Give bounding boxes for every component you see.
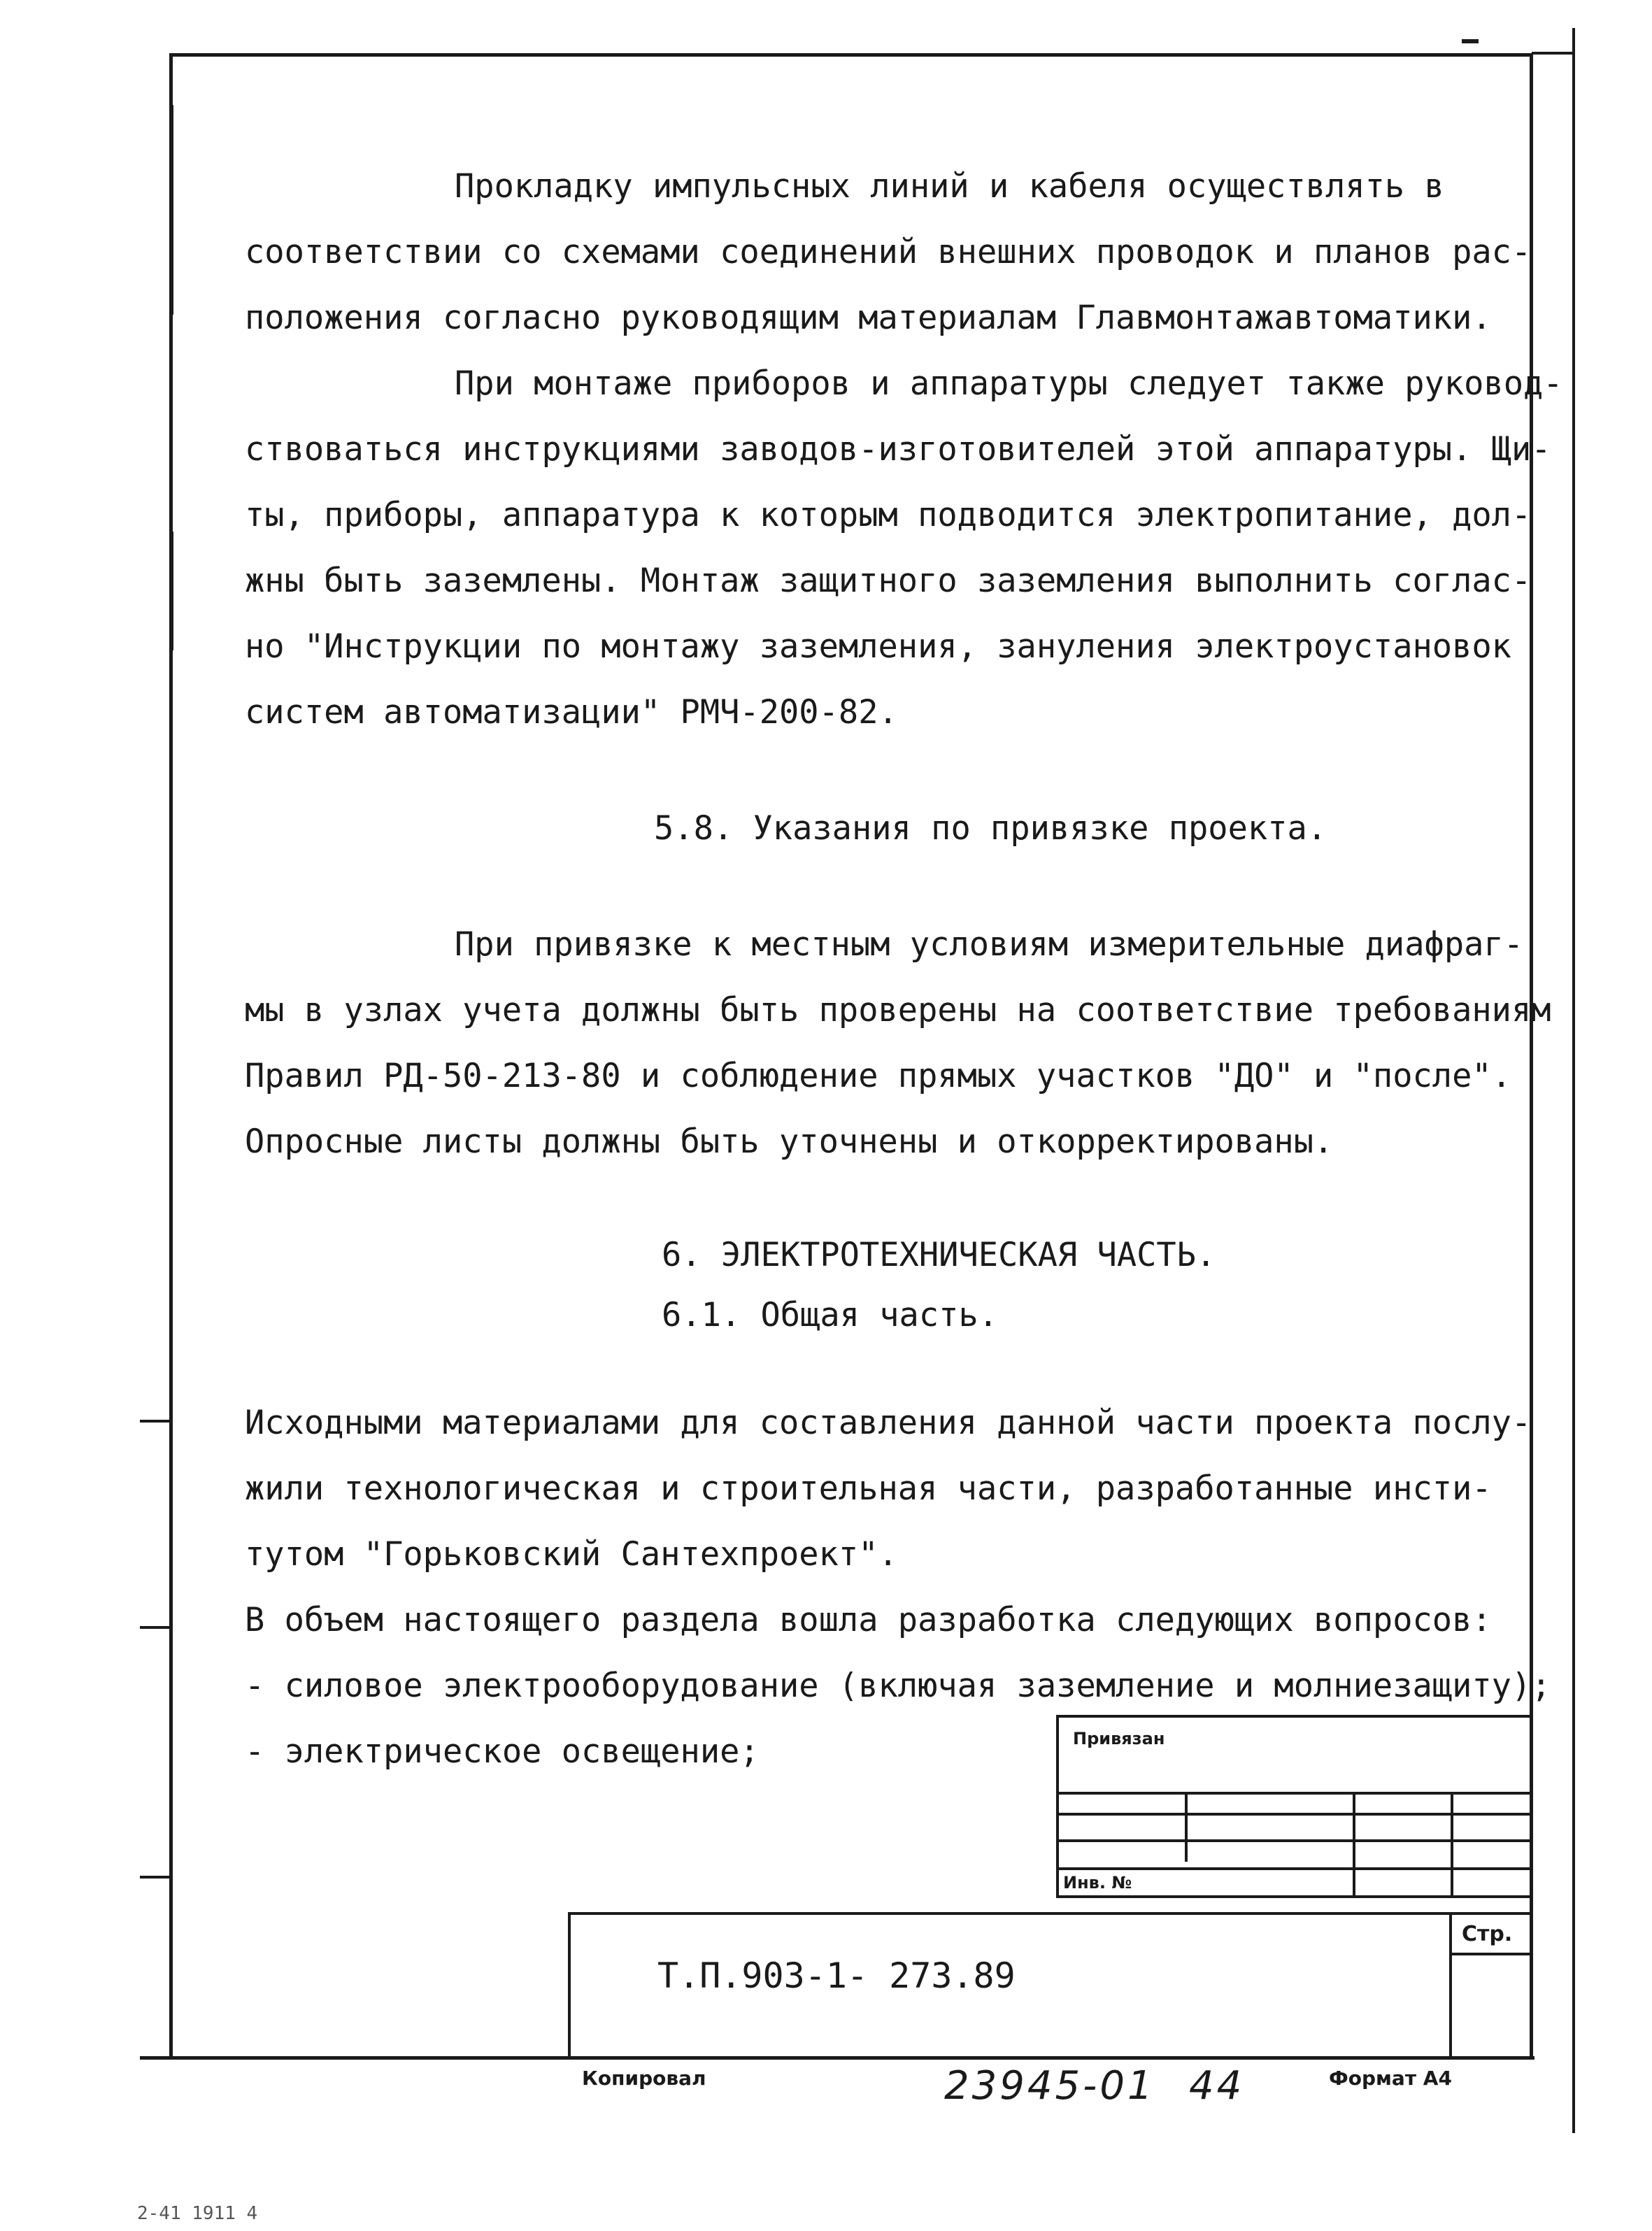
format-label: Формат А4 bbox=[1329, 2067, 1452, 2090]
document-code: Т.П.903-1- 273.89 bbox=[657, 1955, 1016, 1996]
paragraph-line: - электрическое освещение; bbox=[245, 1732, 760, 1771]
paragraph-line: В объем настоящего раздела вошла разработка следующих вопросов: bbox=[245, 1601, 1492, 1639]
outer-border-top bbox=[1532, 52, 1575, 55]
page-number-cell bbox=[1449, 1912, 1533, 2058]
paragraph-line: При монтаже приборов и аппаратуры следует также руковод- bbox=[455, 364, 1563, 403]
paragraph-line: Опросные листы должны быть уточнены и откорректированы. bbox=[245, 1122, 1334, 1161]
paragraph-line: соответствии со схемами соединений внешних проводок и планов рас- bbox=[245, 233, 1532, 271]
page-label: Стр. bbox=[1462, 1922, 1513, 1946]
section-heading-6-1: 6.1. Общая часть. bbox=[662, 1296, 999, 1334]
left-margin-tick bbox=[140, 1626, 172, 1629]
left-margin-tick bbox=[140, 1876, 172, 1879]
inventory-number-label: Инв. № bbox=[1063, 1873, 1132, 1893]
paragraph-line: тутом "Горьковский Сантехпроект". bbox=[245, 1535, 898, 1574]
paragraph-line: мы в узлах учета должны быть проверены на соответствие требованиям bbox=[245, 991, 1551, 1029]
paragraph-line: При привязке к местным условиям измерительные диафраг- bbox=[455, 925, 1524, 964]
paragraph-line: жили технологическая и строительная части, разработанные инсти- bbox=[245, 1469, 1492, 1508]
binding-stamp bbox=[1056, 1715, 1533, 1898]
section-heading-5-8: 5.8. Указания по привязке проекта. bbox=[654, 809, 1327, 848]
archive-number: 23945-01 bbox=[944, 2063, 1155, 2109]
left-margin-tick bbox=[140, 1420, 172, 1423]
binding-label: Привязан bbox=[1073, 1729, 1165, 1748]
paragraph-line: но "Инструкции по монтажу заземления, зануления электроустановок bbox=[245, 627, 1511, 666]
copied-by-label: Копировал bbox=[582, 2067, 706, 2090]
document-body bbox=[245, 154, 1563, 1785]
paragraph-line: Исходными материалами для составления данной части проекта послу- bbox=[245, 1404, 1532, 1442]
paragraph-line: - силовое электрооборудование (включая заземление и молниезащиту); bbox=[245, 1667, 1551, 1705]
outer-border-right bbox=[1572, 28, 1575, 2133]
left-margin-mark bbox=[171, 532, 173, 650]
paragraph-line: ты, приборы, аппаратура к которым подводится электропитание, дол- bbox=[245, 496, 1532, 534]
frame-top-tick bbox=[1462, 39, 1479, 43]
left-margin-mark bbox=[171, 105, 173, 315]
paragraph-line: ствоваться инструкциями заводов-изготовителей этой аппаратуры. Щи- bbox=[245, 430, 1551, 469]
sheet-number: 44 bbox=[1189, 2063, 1245, 2109]
paragraph-line: жны быть заземлены. Монтаж защитного заземления выполнить соглас- bbox=[245, 562, 1532, 600]
paragraph-line: систем автоматизации" РМЧ-200-82. bbox=[245, 693, 898, 732]
section-heading-6: 6. ЭЛЕКТРОТЕХНИЧЕСКАЯ ЧАСТЬ. bbox=[662, 1236, 1216, 1274]
paragraph-line: Прокладку импульсных линий и кабеля осуществлять в bbox=[455, 167, 1444, 206]
paragraph-line: положения согласно руководящим материалам Главмонтажавтоматики. bbox=[245, 299, 1492, 337]
paragraph-line: Правил РД-50-213-80 и соблюдение прямых участков "ДО" и "после". bbox=[245, 1057, 1511, 1095]
frame-bottom-line bbox=[140, 2056, 1534, 2060]
scan-mark: 2-41 1911 4 bbox=[137, 2203, 258, 2224]
